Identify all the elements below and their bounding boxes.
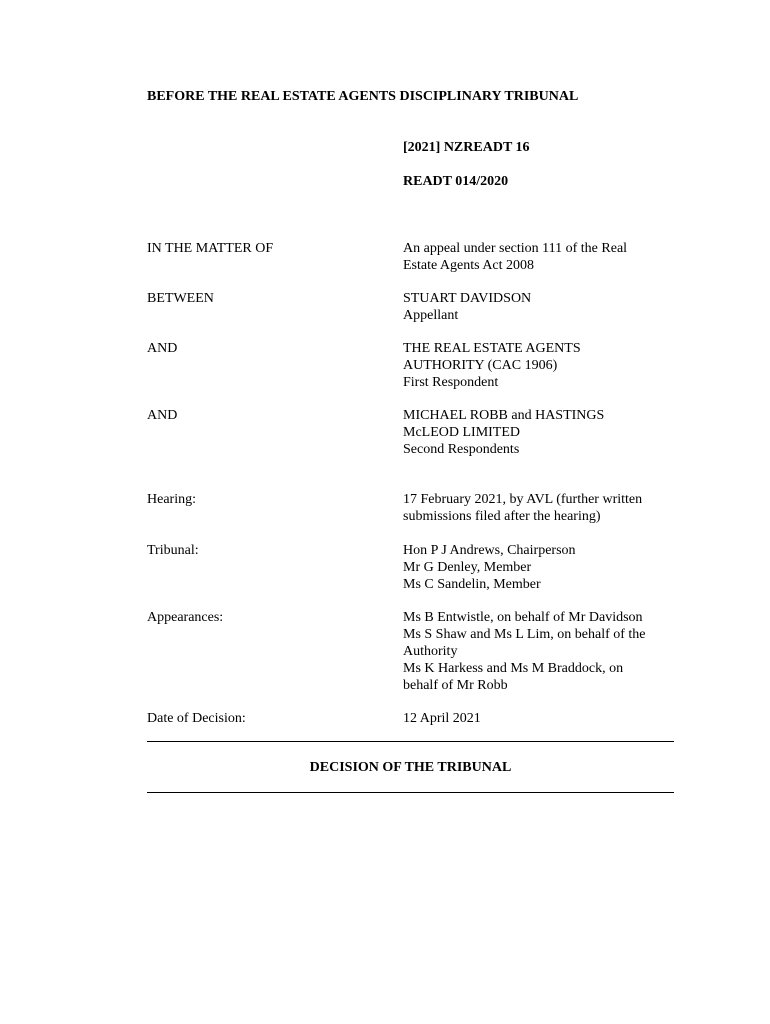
appearances-label: Appearances:	[147, 610, 224, 625]
appellant-name: STUART DAVIDSON	[403, 291, 532, 306]
matter-line: Estate Agents Act 2008	[403, 258, 535, 273]
second-respondents-value	[403, 407, 678, 458]
neutral-citation: [2021] NZREADT 16	[403, 140, 530, 155]
second-respondents-role: Second Respondents	[403, 442, 520, 457]
appearance-line: Ms S Shaw and Ms L Lim, on behalf of the	[403, 627, 646, 642]
hearing-label: Hearing:	[147, 492, 196, 507]
appearance-line: Authority	[403, 644, 458, 659]
hearing-line: submissions filed after the hearing)	[403, 509, 601, 524]
appellant-role: Appellant	[403, 308, 459, 323]
first-respondent-role: First Respondent	[403, 375, 499, 390]
appearance-line: Ms K Harkess and Ms M Braddock, on	[403, 661, 624, 676]
file-number: READT 014/2020	[403, 174, 509, 189]
appellant-value	[403, 290, 678, 324]
bottom-divider	[147, 792, 674, 793]
matter-label: IN THE MATTER OF	[147, 241, 274, 256]
decision-heading: DECISION OF THE TRIBUNAL	[309, 760, 512, 775]
first-respondent-line: THE REAL ESTATE AGENTS	[403, 341, 581, 356]
tribunal-member: Mr G Denley, Member	[403, 560, 532, 575]
and-label: AND	[147, 341, 178, 356]
appearance-line: Ms B Entwistle, on behalf of Mr Davidson	[403, 610, 643, 625]
appearances-value	[403, 609, 678, 694]
decision-date-value: 12 April 2021	[403, 711, 481, 726]
second-respondents-line: MICHAEL ROBB and HASTINGS	[403, 408, 605, 423]
second-respondents-line: McLEOD LIMITED	[403, 425, 521, 440]
hearing-value	[403, 491, 678, 525]
tribunal-member: Ms C Sandelin, Member	[403, 577, 541, 592]
top-divider	[147, 741, 674, 742]
hearing-line: 17 February 2021, by AVL (further written	[403, 492, 643, 507]
between-label: BETWEEN	[147, 291, 214, 306]
matter-value	[403, 240, 678, 274]
appearance-line: behalf of Mr Robb	[403, 678, 508, 693]
and-label: AND	[147, 408, 178, 423]
tribunal-label: Tribunal:	[147, 543, 199, 558]
tribunal-member: Hon P J Andrews, Chairperson	[403, 543, 576, 558]
first-respondent-line: AUTHORITY (CAC 1906)	[403, 358, 558, 373]
decision-date-label: Date of Decision:	[147, 711, 246, 726]
first-respondent-value	[403, 340, 678, 391]
matter-line: An appeal under section 111 of the Real	[403, 241, 628, 256]
tribunal-title: BEFORE THE REAL ESTATE AGENTS DISCIPLINARY TRIBUNAL	[147, 89, 579, 104]
tribunal-members	[403, 542, 678, 593]
